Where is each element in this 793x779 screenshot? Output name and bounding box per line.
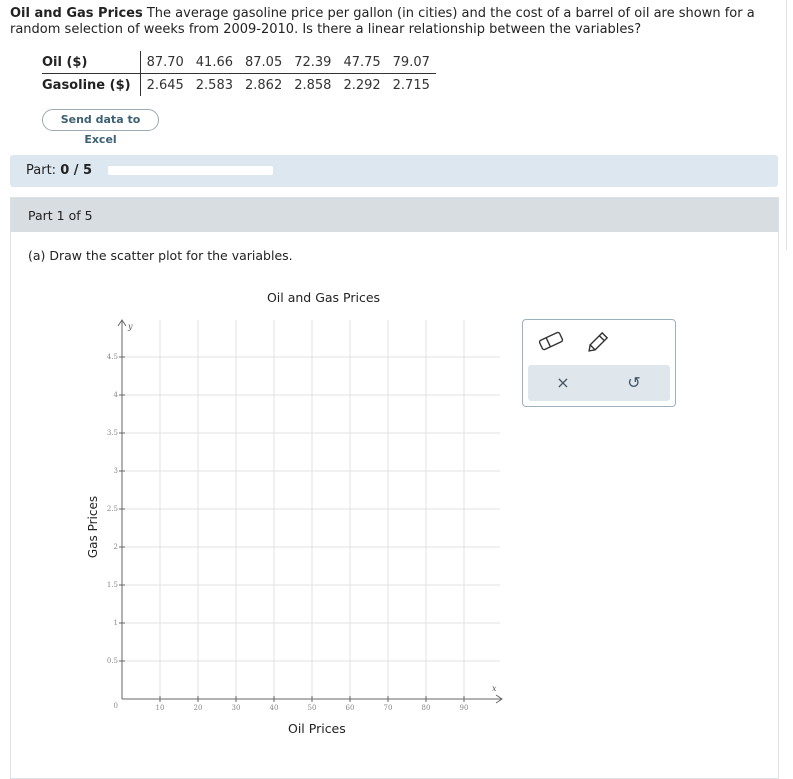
y-tick-label: 4 [113,391,118,399]
problem-title: Oil and Gas Prices [10,6,143,21]
x-tick-label: 10 [155,704,165,712]
x-tick-label: 30 [231,704,241,712]
x-tick-label: 80 [421,704,431,712]
origin-label: 0 [113,702,118,710]
eraser-tool[interactable] [533,326,569,356]
x-tick-label: 40 [269,704,279,712]
y-axis-symbol: y [128,322,133,331]
grid-lines [122,320,500,699]
table-cell: 72.39 [288,51,337,74]
action-bar [528,365,670,401]
send-to-excel-button[interactable]: Send data to Excel [42,109,159,131]
table-cell: 2.715 [392,77,430,93]
undo-button[interactable]: ↺ [627,373,641,392]
eraser-icon [533,326,569,356]
axes [118,320,502,703]
x-tick-label: 90 [459,704,469,712]
x-tick-label: 60 [345,704,355,712]
table-cell: 79.07 [387,51,436,74]
x-tick-label: 20 [193,704,203,712]
part-count: 0 / 5 [60,163,93,178]
table-cell: 87.05 [239,51,288,74]
table-cell: 87.70 [140,51,190,74]
pencil-icon [581,326,617,356]
part-label-text: Part: [26,163,57,178]
table-cell: 2.862 [245,77,283,93]
graph-toolbox [522,319,676,407]
x-axis-label: Oil Prices [288,721,346,736]
row-header-oil: Oil ($) [42,51,140,74]
table-cell: 2.645 [146,77,184,93]
table-cell: 2.858 [294,77,332,93]
y-tick-label: 3 [113,467,118,475]
y-tick-label: 2 [113,543,118,551]
x-tick-label: 50 [307,704,317,712]
table-cell: 2.583 [195,77,233,93]
question-text: (a) Draw the scatter plot for the variables. [28,248,293,263]
y-tick-label: 0.5 [106,657,118,665]
tick-labels [107,322,497,712]
y-tick-label: 1.5 [106,581,118,589]
right-edge-panel [786,0,793,250]
row-header-gasoline: Gasoline ($) [42,74,140,97]
x-axis-symbol: x [492,684,497,693]
table-cell: 41.66 [190,51,239,74]
y-tick-label: 3.5 [106,429,118,437]
clear-button[interactable]: × [556,373,570,392]
table-cell: 47.75 [337,51,386,74]
table-cell: 2.292 [343,77,381,93]
part-header-text: Part 1 of 5 [28,208,93,223]
y-tick-label: 2.5 [106,505,118,513]
pencil-tool[interactable] [581,326,617,356]
x-tick-label: 70 [383,704,393,712]
problem-text: The average gasoline price per gallon (in cities) and the cost of a barrel of oil are shown for a random selection of weeks from 2009-2010. Is there a linear relationship between the variables? [10,6,755,37]
y-axis-label: Gas Prices [86,495,100,559]
y-tick-label: 4.5 [106,353,118,361]
y-tick-label: 1 [113,619,118,627]
chart-title: Oil and Gas Prices [266,290,381,305]
